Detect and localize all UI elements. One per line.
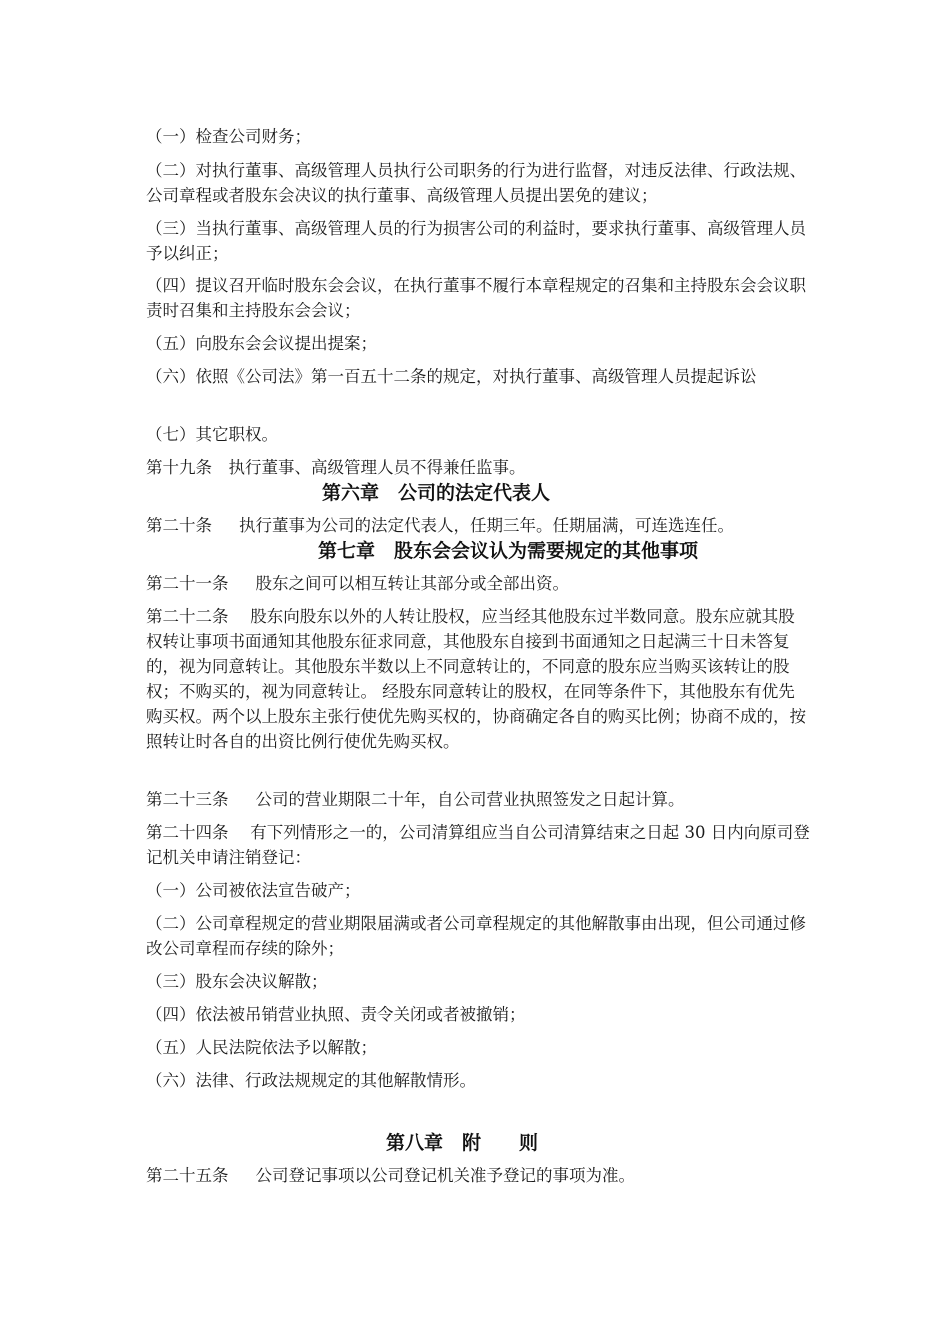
clause-item-7: （七）其它职权。 bbox=[146, 425, 278, 444]
clause-item-1: （一）检查公司财务； bbox=[146, 127, 311, 146]
article-23: 第二十三条 公司的营业期限二十年，自公司营业执照签发之日起计算。 bbox=[146, 790, 685, 809]
clause-item-5: （五）向股东会会议提出提案； bbox=[146, 334, 377, 353]
dissolution-item-3: （三）股东会决议解散； bbox=[146, 972, 328, 991]
article-19: 第十九条 执行董事、高级管理人员不得兼任监事。 bbox=[146, 458, 526, 477]
clause-item-4: （四）提议召开临时股东会会议，在执行董事不履行本章程规定的召集和主持股东会会议职责时召集和主持股东会会议； bbox=[146, 276, 806, 320]
clause-item-2: （二）对执行董事、高级管理人员执行公司职务的行为进行监督，对违反法律、行政法规、公司章程或者股东会决议的执行董事、高级管理人员提出罢免的建议； bbox=[146, 161, 806, 205]
article-24: 第二十四条 有下列情形之一的，公司清算组应当自公司清算结束之日起 30 日内向原司登记机关申请注销登记： bbox=[146, 823, 810, 867]
dissolution-item-1: （一）公司被依法宣告破产； bbox=[146, 881, 361, 900]
clause-item-6: （六）依照《公司法》第一百五十二条的规定，对执行董事、高级管理人员提起诉讼 bbox=[146, 367, 757, 386]
chapter-7-heading: 第七章 股东会会议认为需要规定的其他事项 bbox=[318, 540, 699, 562]
dissolution-item-6: （六）法律、行政法规规定的其他解散情形。 bbox=[146, 1071, 476, 1090]
article-25: 第二十五条 公司登记事项以公司登记机关准予登记的事项为准。 bbox=[146, 1166, 635, 1185]
dissolution-item-5: （五）人民法院依法予以解散； bbox=[146, 1038, 377, 1057]
dissolution-item-4: （四）依法被吊销营业执照、责令关闭或者被撤销； bbox=[146, 1005, 526, 1024]
article-21: 第二十一条 股东之间可以相互转让其部分或全部出资。 bbox=[146, 574, 569, 593]
dissolution-item-2: （二）公司章程规定的营业期限届满或者公司章程规定的其他解散事由出现，但公司通过修改公司章程而存续的除外； bbox=[146, 914, 806, 958]
chapter-6-heading: 第六章 公司的法定代表人 bbox=[322, 482, 551, 504]
article-22: 第二十二条 股东向股东以外的人转让股权，应当经其他股东过半数同意。股东应就其股权转让事项书面通知其他股东征求同意，其他股东自接到书面通知之日起满三十日未答复的，视为同意转让。其他股东半数以上不同意转让的，不同意的股东应当购买该转让的股权；不购买的，视为同意转让。 经股东同意转让的股权，在同等条件下，其他股东有优先购买权。两个以上股东主张行使优先购买权的，协商确定各自的购买比例；协商不成的，按照转让时各自的出资比例行使优先购买权。 bbox=[146, 607, 806, 751]
clause-item-3: （三）当执行董事、高级管理人员的行为损害公司的利益时，要求执行董事、高级管理人员予以纠正； bbox=[146, 219, 806, 263]
article-20: 第二十条 执行董事为公司的法定代表人，任期三年。任期届满，可连选连任。 bbox=[146, 516, 734, 535]
chapter-8-heading: 第八章 附 则 bbox=[386, 1132, 539, 1154]
